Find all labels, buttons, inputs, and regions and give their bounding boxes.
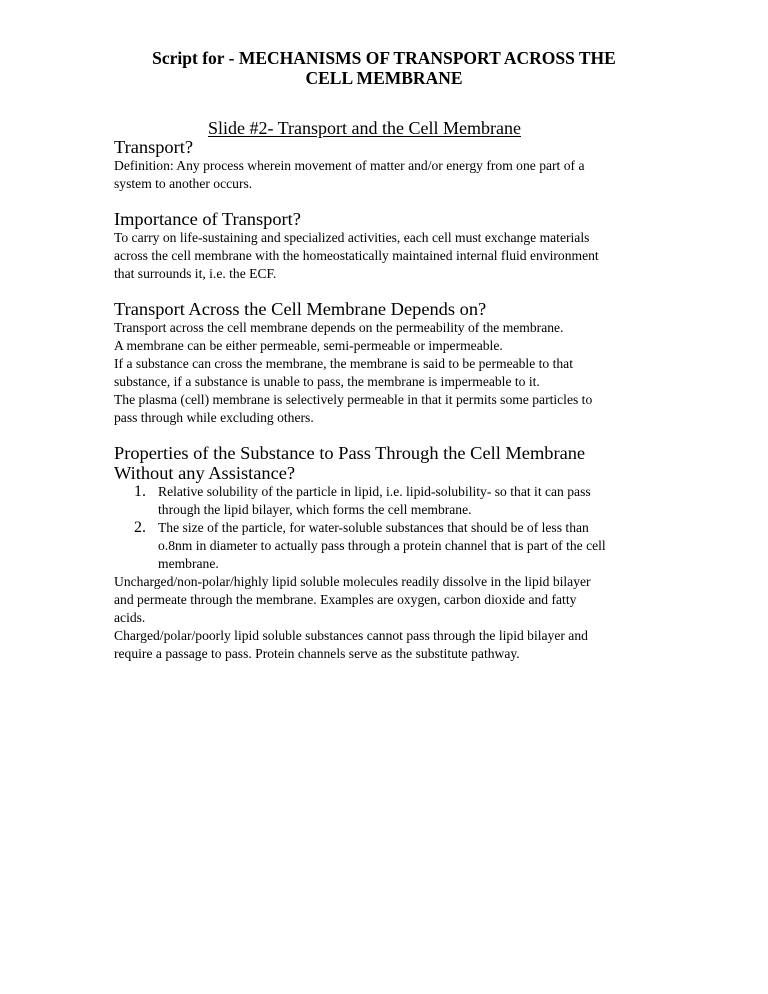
paragraph-line: require a passage to pass. Protein channels serve as the substitute pathway. [114, 646, 520, 661]
section-depends-on [114, 299, 662, 427]
section-importance [114, 209, 662, 283]
list-item-line: through the lipid bilayer, which forms the cell membrane. [158, 502, 472, 517]
paragraph-line: system to another occurs. [114, 176, 253, 191]
paragraph-line: Charged/polar/poorly lipid soluble substances cannot pass through the lipid bilayer and [114, 628, 588, 643]
list-number: 2. [134, 519, 146, 536]
list-item [114, 483, 662, 519]
paragraph-line: A membrane can be either permeable, semi-permeable or impermeable. [114, 338, 503, 353]
section-heading-continued: Without any Assistance? [114, 463, 296, 483]
section-heading: Transport Across the Cell Membrane Depends on? [114, 299, 487, 319]
title-line-2: CELL MEMBRANE [305, 68, 463, 88]
section-properties [114, 443, 662, 663]
list-item-line: The size of the particle, for water-soluble substances that should be of less than [158, 520, 589, 535]
paragraph-line: Uncharged/non-polar/highly lipid soluble molecules readily dissolve in the lipid bilayer [114, 574, 591, 589]
slide-heading: Slide #2- Transport and the Cell Membrane [208, 118, 521, 138]
paragraph-line: and permeate through the membrane. Examples are oxygen, carbon dioxide and fatty [114, 592, 577, 607]
paragraph-line: If a substance can cross the membrane, the membrane is said to be permeable to that [114, 356, 573, 371]
numbered-list [114, 483, 662, 573]
paragraph-line: Definition: Any process wherein movement of matter and/or energy from one part of a [114, 158, 585, 173]
list-item-line: Relative solubility of the particle in lipid, i.e. lipid-solubility- so that it can pass [158, 484, 591, 499]
paragraph-line: across the cell membrane with the homeostatically maintained internal fluid environment [114, 248, 599, 263]
paragraph-line: The plasma (cell) membrane is selectively permeable in that it permits some particles to [114, 392, 593, 407]
paragraph-line: acids. [114, 610, 146, 625]
paragraph-line: that surrounds it, i.e. the ECF. [114, 266, 277, 281]
list-number: 1. [134, 483, 146, 500]
section-heading: Importance of Transport? [114, 209, 301, 229]
list-item-line: membrane. [158, 556, 219, 571]
list-item-line: o.8nm in diameter to actually pass through a protein channel that is part of the cell [158, 538, 606, 553]
document-title [100, 48, 668, 88]
document-body [114, 137, 662, 663]
section-transport [114, 137, 662, 193]
list-item [114, 519, 662, 573]
paragraph-line: To carry on life-sustaining and specialized activities, each cell must exchange materials [114, 230, 590, 245]
paragraph-line: pass through while excluding others. [114, 410, 314, 425]
paragraph-line: substance, if a substance is unable to pass, the membrane is impermeable to it. [114, 374, 540, 389]
paragraph-line: Transport across the cell membrane depends on the permeability of the membrane. [114, 320, 564, 335]
title-line-1: Script for - MECHANISMS OF TRANSPORT ACROSS THE [152, 48, 616, 68]
section-heading: Properties of the Substance to Pass Through the Cell Membrane [114, 443, 586, 463]
section-heading: Transport? [114, 137, 194, 157]
